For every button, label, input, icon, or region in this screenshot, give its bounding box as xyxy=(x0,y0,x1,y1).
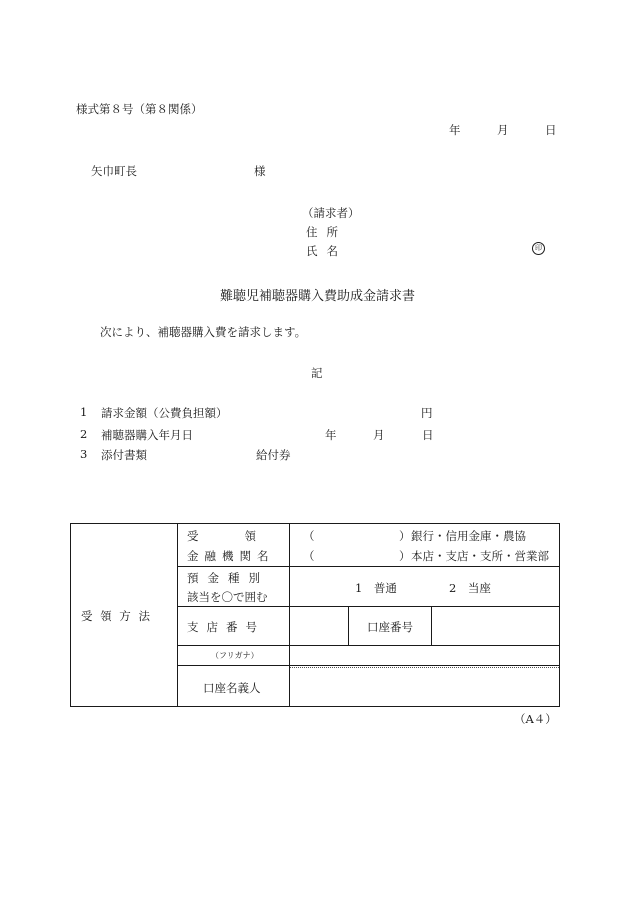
deposit-type-label: 預金種別 xyxy=(187,571,269,585)
addressee: 矢巾町長 xyxy=(91,164,137,178)
deposit-option-current: 2 当座 xyxy=(449,581,491,595)
address-label: 住所 xyxy=(306,225,347,239)
ki-heading: 記 xyxy=(311,366,323,380)
paper-size-label: （A４） xyxy=(514,712,557,726)
form-number: 様式第８号（第８関係） xyxy=(76,102,203,116)
item-3-value: 給付券 xyxy=(256,448,291,462)
item-3-label: 添付書類 xyxy=(101,448,147,462)
item-2-month: 月 xyxy=(373,428,385,442)
date-year-label: 年 xyxy=(449,123,461,137)
item-2-day: 日 xyxy=(422,428,434,442)
document-title: 難聴児補聴器購入費助成金請求書 xyxy=(220,289,416,304)
bank-row1-open-paren: （ xyxy=(303,529,315,543)
requester-label: （請求者） xyxy=(302,206,360,220)
bank-name-label: 金融機関名 xyxy=(187,549,275,563)
item-2-year: 年 xyxy=(325,428,337,442)
deposit-option-ordinary: 1 普通 xyxy=(355,581,397,595)
bank-type-options: 銀行・信用金庫・農協 xyxy=(411,529,526,543)
deposit-type-instruction: 該当を〇で囲む xyxy=(187,590,268,604)
item-1-number: 1 xyxy=(80,405,88,419)
furigana-label: （フリガナ） xyxy=(211,651,259,660)
bank-row2-open-paren: （ xyxy=(303,549,315,563)
bank-row1-close-paren: ） xyxy=(399,529,411,543)
branch-type-options: 本店・支店・支所・営業部 xyxy=(411,549,549,563)
bank-row2-close-paren: ） xyxy=(399,549,411,563)
item-3-number: 3 xyxy=(80,447,88,461)
date-day-label: 日 xyxy=(545,123,557,137)
receipt-method-label: 受 領 方 法 xyxy=(81,609,152,623)
addressee-honorific: 様 xyxy=(254,164,266,178)
branch-number-label: 支店番号 xyxy=(187,620,265,634)
item-2-label: 補聴器購入年月日 xyxy=(101,428,193,442)
date-month-label: 月 xyxy=(497,123,509,137)
item-2-number: 2 xyxy=(80,427,88,441)
item-1-unit: 円 xyxy=(421,406,433,420)
receipt-method-table xyxy=(70,523,560,707)
item-1-label: 請求金額（公費負担額） xyxy=(101,406,228,420)
name-label: 氏名 xyxy=(306,244,347,258)
account-number-label: 口座番号 xyxy=(367,620,413,634)
account-holder-label: 口座名義人 xyxy=(203,681,261,695)
seal-mark: 印 xyxy=(532,242,545,255)
intro-text: 次により、補聴器購入費を請求します。 xyxy=(100,325,307,339)
receive-label: 受 領 xyxy=(187,529,256,543)
